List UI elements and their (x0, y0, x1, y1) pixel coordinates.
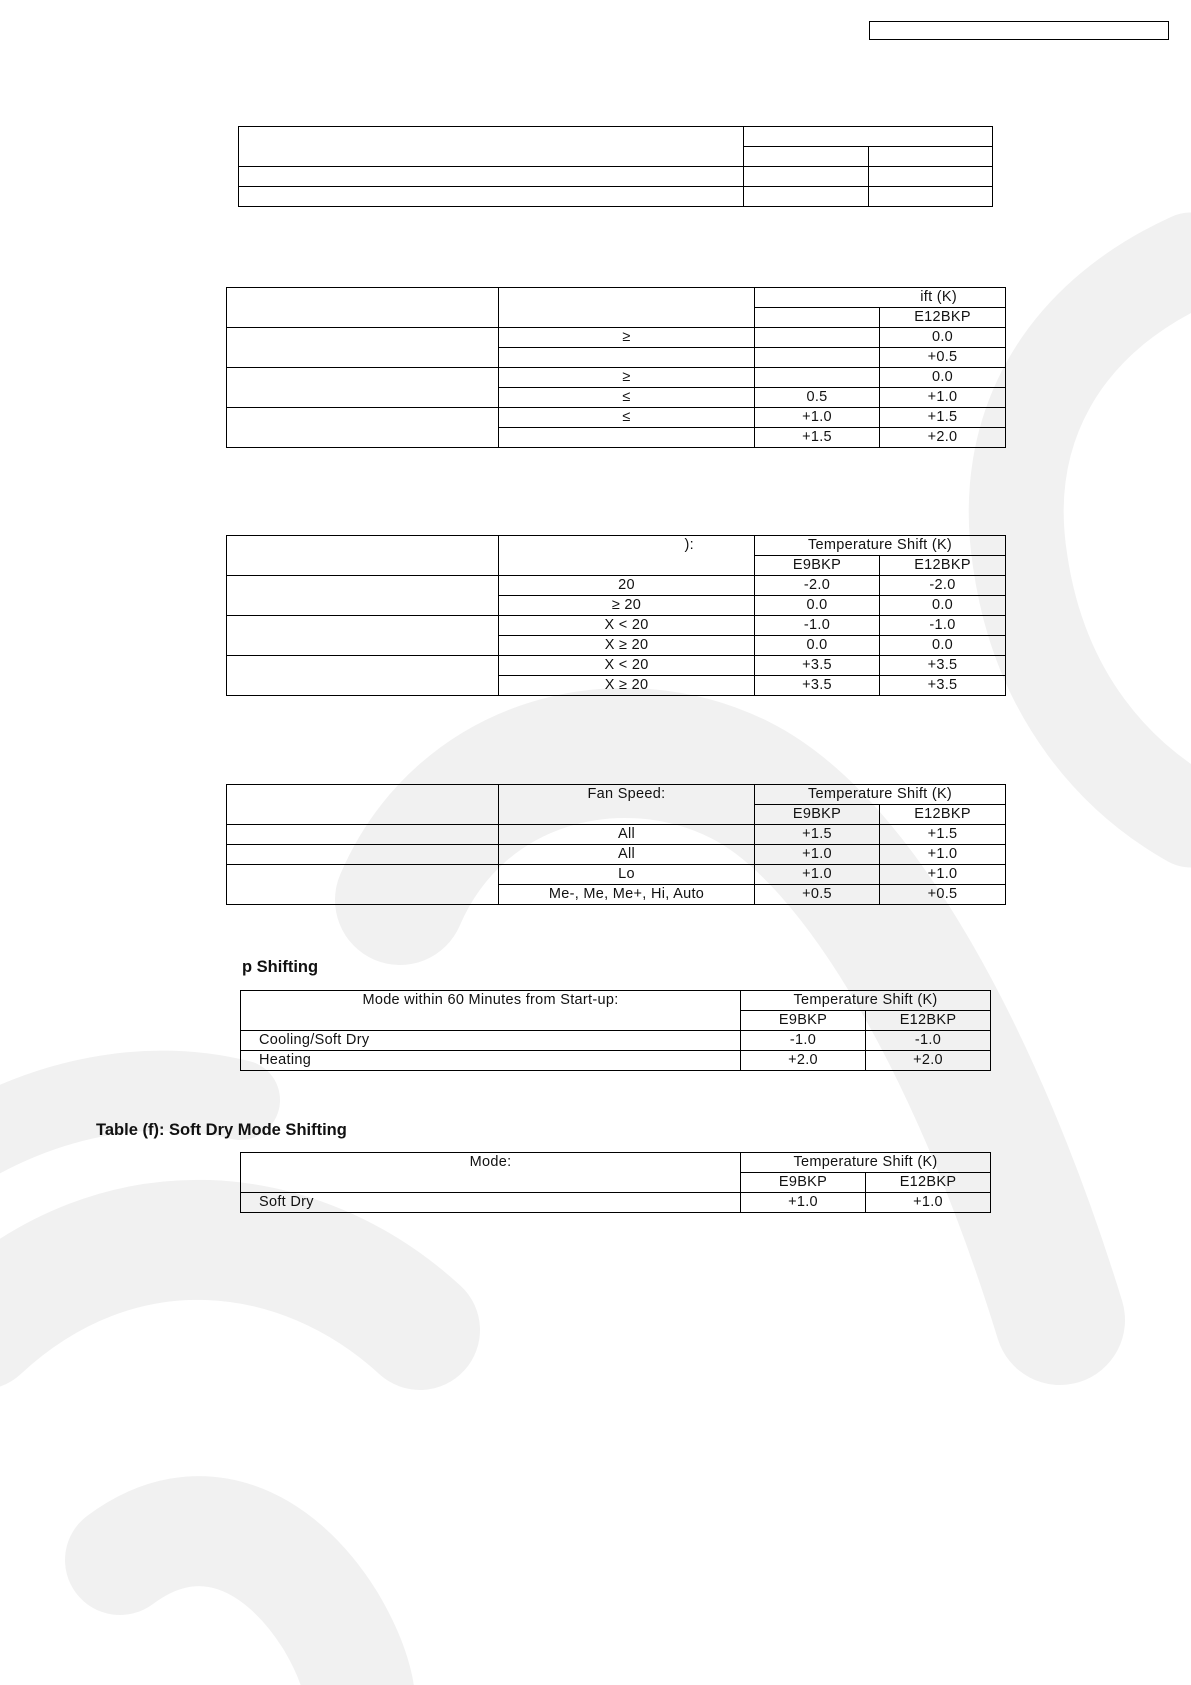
table-cell: +1.0 (755, 408, 880, 428)
table-row (241, 1193, 991, 1213)
table-cell (227, 328, 499, 368)
table-cell: 20 (499, 576, 755, 596)
table-cell (239, 167, 744, 187)
e9-header: E9BKP (755, 556, 880, 576)
table-cell: Cooling/Soft Dry (241, 1031, 741, 1051)
table-cell: +1.5 (755, 825, 880, 845)
table-cell: 0.0 (880, 596, 1006, 616)
table-cell: 0.0 (755, 596, 880, 616)
e9-header: E9BKP (755, 805, 880, 825)
table-cell (239, 187, 744, 207)
table-cell: +1.0 (866, 1193, 991, 1213)
table-cell: X ≥ 20 (499, 676, 755, 696)
table-row (227, 536, 1006, 556)
table-cell: ≥ (499, 368, 755, 388)
table-cell: Soft Dry (241, 1193, 741, 1213)
table-cell: -1.0 (755, 616, 880, 636)
table-cell (227, 408, 499, 448)
table-cell (227, 616, 499, 656)
table-row (227, 288, 1006, 308)
table-row (241, 1153, 991, 1173)
table-cell: +1.0 (755, 845, 880, 865)
temp-shift-header: Temperature Shift (K) (755, 785, 1006, 805)
table-cell (227, 785, 499, 825)
table-cell: 0.0 (880, 636, 1006, 656)
table-cell: -1.0 (880, 616, 1006, 636)
table-cell (227, 865, 499, 905)
table-cell: 0.0 (880, 368, 1006, 388)
table-row (227, 785, 1006, 805)
table-cell (744, 187, 869, 207)
table-cell: ≤ (499, 388, 755, 408)
table-cell: +0.5 (755, 885, 880, 905)
table-row (241, 1051, 991, 1071)
e9-header (755, 308, 880, 328)
table-cell: +1.0 (741, 1193, 866, 1213)
table-row (227, 825, 1006, 845)
table-cell: X < 20 (499, 616, 755, 636)
table-cell: 0.5 (755, 388, 880, 408)
e12-header: E12BKP (866, 1011, 991, 1031)
table-cell (499, 348, 755, 368)
table-cell (239, 127, 744, 167)
e12-header: E12BKP (880, 805, 1006, 825)
temp-shift-header: Temperature Shift (K) (741, 1153, 991, 1173)
table-cell (755, 348, 880, 368)
table-cell (227, 536, 499, 576)
table-row (227, 408, 1006, 428)
table-row (227, 845, 1006, 865)
condition-header: ): (499, 536, 755, 576)
table-cell: ≥ 20 (499, 596, 755, 616)
table-d (226, 784, 1006, 905)
table-cell: X ≥ 20 (499, 636, 755, 656)
table-cell: -1.0 (866, 1031, 991, 1051)
table-cell (744, 147, 869, 167)
table-cell (744, 127, 993, 147)
table-cell: -1.0 (741, 1031, 866, 1051)
table-row (239, 127, 993, 147)
table-cell: +1.0 (880, 865, 1006, 885)
temp-shift-header: Temperature Shift (K) (741, 991, 991, 1011)
table-f (240, 1152, 991, 1213)
e12-header: E12BKP (880, 308, 1006, 328)
table-cell: +2.0 (866, 1051, 991, 1071)
table-cell (227, 576, 499, 616)
table-cell: +0.5 (880, 885, 1006, 905)
e9-header: E9BKP (741, 1173, 866, 1193)
e12-header: E12BKP (866, 1173, 991, 1193)
table-e-heading: p Shifting (242, 958, 319, 976)
table-cell (869, 187, 993, 207)
table-row (227, 616, 1006, 636)
table-cell: +1.5 (880, 408, 1006, 428)
table-cell (227, 368, 499, 408)
table-cell: ≤ (499, 408, 755, 428)
table-row (241, 1031, 991, 1051)
table-a (238, 126, 993, 207)
table-cell: 0.0 (755, 636, 880, 656)
e12-header: E12BKP (880, 556, 1006, 576)
table-cell: +3.5 (755, 656, 880, 676)
table-cell (869, 147, 993, 167)
table-cell: +1.5 (755, 428, 880, 448)
table-row (227, 656, 1006, 676)
table-cell: +1.0 (755, 865, 880, 885)
table-cell: +2.0 (880, 428, 1006, 448)
table-row (227, 576, 1006, 596)
table-row (239, 187, 993, 207)
table-cell: Lo (499, 865, 755, 885)
table-cell: +3.5 (755, 676, 880, 696)
temp-shift-header: Temperature Shift (K) (755, 536, 1006, 556)
table-row (227, 368, 1006, 388)
table-cell (227, 288, 499, 328)
table-cell: X < 20 (499, 656, 755, 676)
table-cell: +2.0 (741, 1051, 866, 1071)
table-cell: +1.0 (880, 845, 1006, 865)
table-row (227, 865, 1006, 885)
table-cell (499, 288, 755, 328)
table-cell (499, 428, 755, 448)
table-row (227, 328, 1006, 348)
temp-shift-header: ift (K) (755, 288, 1006, 308)
table-b (226, 287, 1006, 448)
fan-speed-header: Fan Speed: (499, 785, 755, 825)
table-c (226, 535, 1006, 696)
table-cell: +0.5 (880, 348, 1006, 368)
table-cell: Me-, Me, Me+, Hi, Auto (499, 885, 755, 905)
e9-header: E9BKP (741, 1011, 866, 1031)
table-cell: All (499, 825, 755, 845)
table-cell (227, 656, 499, 696)
table-cell (869, 167, 993, 187)
table-cell: +3.5 (880, 676, 1006, 696)
table-cell: ≥ (499, 328, 755, 348)
table-cell (755, 328, 880, 348)
table-cell: All (499, 845, 755, 865)
table-cell: 0.0 (880, 328, 1006, 348)
table-f-heading: Table (f): Soft Dry Mode Shifting (96, 1121, 347, 1139)
mode-header: Mode: (241, 1153, 741, 1193)
table-cell (227, 845, 499, 865)
table-cell: +3.5 (880, 656, 1006, 676)
mode-header: Mode within 60 Minutes from Start-up: (241, 991, 741, 1031)
table-cell: -2.0 (755, 576, 880, 596)
table-cell: +1.5 (880, 825, 1006, 845)
table-cell (744, 167, 869, 187)
table-row (239, 167, 993, 187)
table-e (240, 990, 991, 1071)
table-cell: +1.0 (880, 388, 1006, 408)
header-label-box (869, 21, 1169, 40)
table-cell: Heating (241, 1051, 741, 1071)
table-cell: -2.0 (880, 576, 1006, 596)
table-cell (755, 368, 880, 388)
table-row (241, 991, 991, 1011)
table-cell (227, 825, 499, 845)
